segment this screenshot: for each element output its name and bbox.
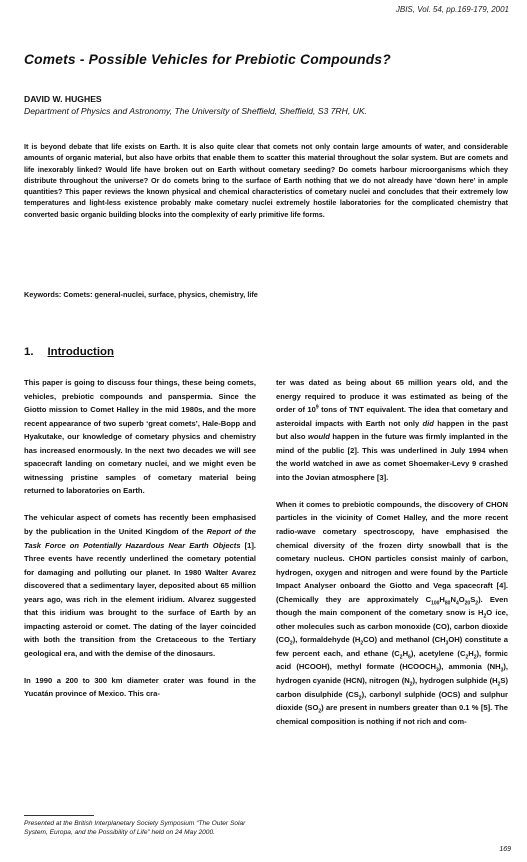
paragraph: The vehicular aspect of comets has recently been emphasised by the publication in the United Kingdom of the Report of the Task Force on Potentially Hazardous Near Earth Objects [1]. Three events have recently underlined the cometary potential for damaging and polluting our planet. In 1980 Walter Avarez discovered that a sedimentary layer, deposited about 65 million years ago, was rich in the element iridium. Alvarez suggested that this iridium was brought to the surface of Earth by an impacting asteroid or comet. The dating of the layer coincided with both the transition from the Cretaceous to the Tertiary geological era, and with the demise of the dinosaurs. [24, 513, 256, 658]
keywords-text: Comets: general-nuclei, surface, physics, chemistry, life [63, 290, 258, 299]
section-heading [24, 346, 114, 358]
paragraph: This paper is going to discuss four things, these being comets, vehicles, prebiotic compounds and panspermia. Since the Giotto mission to Comet Halley in the mid 1980s, and the more recent appearance of two superb ‘great comets’, Hale-Bopp and Hyakutake, our knowledge of cometary physics and chemistry has increased enormously. In the next two decades we will see spacecraft landing on cometary nuclei, and we might even be witnessing pristine samples of cometary material being returned to laboratories on Earth. [24, 378, 256, 496]
page-number: 169 [499, 846, 511, 853]
section-number: 1. [24, 346, 34, 358]
left-column [24, 376, 256, 701]
keywords [24, 290, 508, 299]
footnote-divider [24, 815, 94, 816]
journal-reference: JBIS, Vol. 54, pp.169-179, 2001 [395, 5, 509, 14]
author-affiliation: Department of Physics and Astronomy, The University of Sheffield, Sheffield, S3 7RH, UK. [24, 106, 367, 116]
footnote: Presented at the British Interplanetary Society Symposium “The Outer Solar System, Europa, and the Possibility of Life” held on 24 May 2000. [24, 820, 246, 837]
paragraph: ter was dated as being about 65 million years old, and the energy required to produce it was estimated as being of the order of $10^9$ tons of TNT equivalent. The idea that cometary and asteroidal impacts with Earth not only did happen in the past but also would happen in the future was firmly implanted in the mind of the public [2]. This was underlined in July 1994 when the world watched in awe as comet Shoemaker-Levy 9 crashed into the Jovian atmosphere [3]. [276, 378, 508, 482]
paragraph: When it comes to prebiotic compounds, the discovery of CHON particles in the vicinity of Comet Halley, and the more recent radio-wave cometary spectroscopy, have emphasised the chemical diversity of the frozen dirty snowball that is the cometary nucleus. CHON particles consist mainly of carbon, hydrogen, oxygen and nitrogen and were found by the Particle Impact Analyser onboard the Giotto and Vega spacecraft [4]. (Chemically they are approximately $C_{100}H_{80}N_4O_{20}S_2$). Even though the main component of the cometary snow is $H_2O$ ice, other molecules such as carbon monoxide (CO), carbon dioxide $(CO_2)$, formaldehyde $(H_2CO)$ and methanol $(CH_3OH)$ constitute a few percent each, and ethane $(C_2H_6)$, acetylene $(C_2H_2)$, formic acid (HCOOH), methyl formate $(HCOOCH_3)$, ammonia $(NH_3)$, hydrogen cyanide (HCN), nitrogen $(N_2)$, hydrogen sulphide $(H_2S)$ carbon disulphide $(CS_2)$, carbonyl sulphide (OCS) and sulphur dioxide $(SO_2)$ are present in numbers greater than 0.1 % [5]. The chemical composition is nothing if not rich and com- [276, 499, 509, 726]
paper-title: Comets - Possible Vehicles for Prebiotic Compounds? [24, 52, 391, 67]
author-name: DAVID W. HUGHES [24, 94, 102, 104]
keywords-label: Keywords: [24, 290, 62, 299]
abstract: It is beyond debate that life exists on Earth. It is also quite clear that comets not only contain large amounts of water, and considerable amounts of organic material, but also have orbits that enable them to scatter this material throughout the solar system. But are comets and life inexorably linked? Would life have broken out on Earth without cometary seeding? Do comets harbour microorganisms which they distribute throughout the universe? Or do comets bring to the surface of Earth nothing that we do not already have ‘down here’ in ample quantities? This paper reviews the known physical and chemical characteristics of cometary nuclei and concludes that their extremely low temperatures and light-less existence probably make cometary nuclei extremely hostile laboratories for the complicated chemistry that converted basic organic building blocks into the complexity of early primitive life forms. [24, 142, 508, 219]
right-column [276, 376, 508, 728]
section-title: Introduction [47, 346, 114, 358]
paragraph: In 1990 a 200 to 300 km diameter crater was found in the Yucatán province of Mexico. This cra- [24, 675, 256, 699]
